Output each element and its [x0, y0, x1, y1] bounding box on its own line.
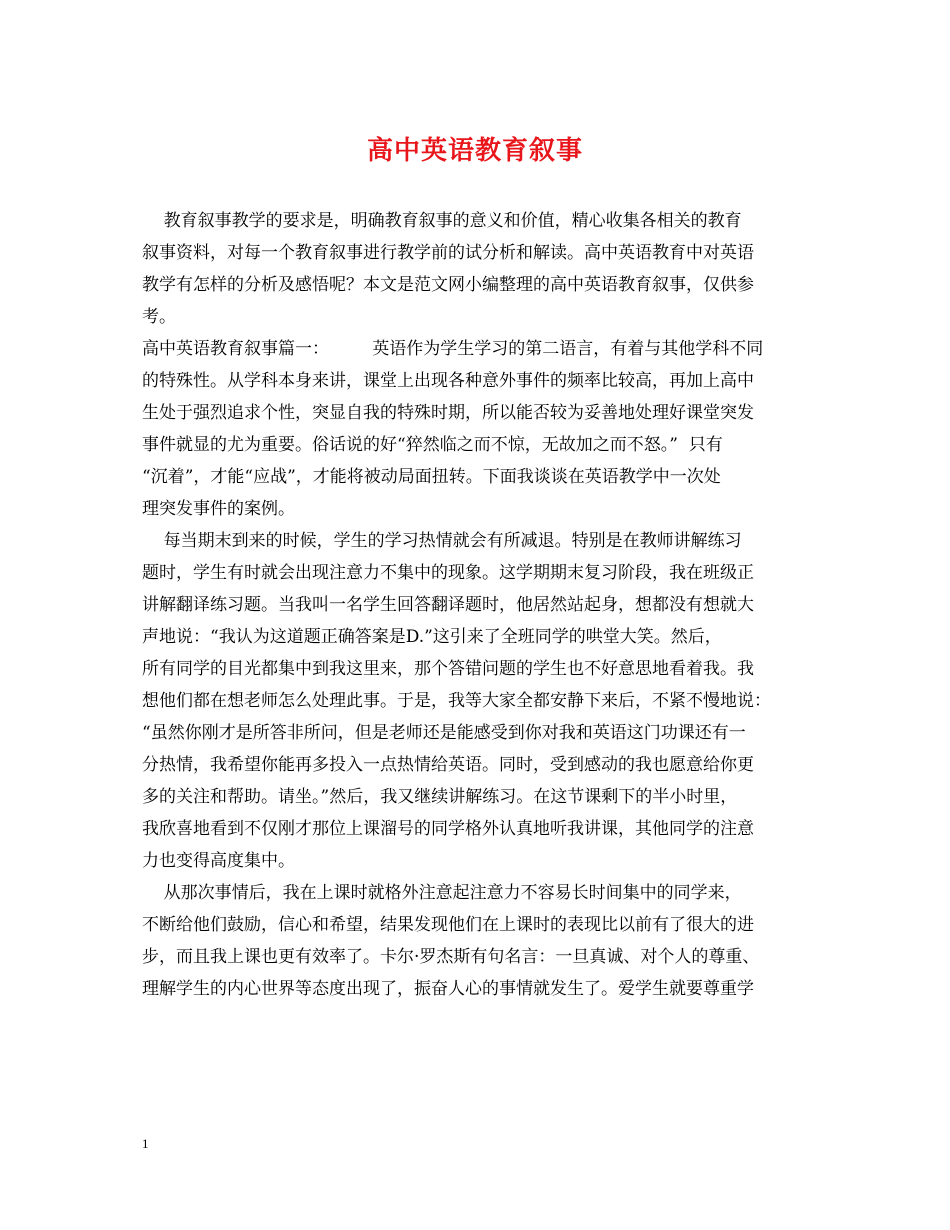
text-line: 所有同学的目光都集中到我这里来，那个答错问题的学生也不好意思地看着我。我 — [142, 659, 754, 679]
text-line: 题时，学生有时就会出现注意力不集中的现象。这学期期末复习阶段，我在班级正 — [142, 563, 754, 583]
text-line: 生处于强烈追求个性，突显自我的特殊时期，所以能否较为妥善地处理好课堂突发 — [142, 403, 754, 423]
text-line: 的特殊性。从学科本身来讲，课堂上出现各种意外事件的频率比较高，再加上高中 — [142, 371, 754, 391]
text-line: 步，而且我上课也更有效率了。卡尔·罗杰斯有句名言：一旦真诚、对个人的尊重、 — [142, 947, 760, 967]
text-line: 考。 — [142, 307, 176, 327]
text-line: 多的关注和帮助。请坐。”然后，我又继续讲解练习。在这节课剩下的半小时里， — [142, 787, 738, 807]
text-line: 理突发事件的案例。 — [142, 499, 295, 519]
text-line: “虽然你刚才是所答非所问，但是老师还是能感受到你对我和英语这门功课还有一 — [142, 723, 746, 743]
document-body — [142, 205, 820, 1005]
text-line: “沉着”，才能“应战”，才能将被动局面扭转。下面我谈谈在英语教学中一次处 — [142, 467, 721, 487]
text-line: 讲解翻译练习题。当我叫一名学生回答翻译题时，他居然站起身，想都没有想就大 — [142, 595, 754, 615]
text-line: 我欣喜地看到不仅刚才那位上课溜号的同学格外认真地听我讲课，其他同学的注意 — [142, 819, 754, 839]
text-line: 教学有怎样的分析及感悟呢？本文是范文网小编整理的高中英语教育叙事，仅供参 — [142, 275, 754, 295]
text-line: 从那次事情后，我在上课时就格外注意起注意力不容易长时间集中的同学来， — [142, 883, 742, 903]
text-line: 不断给他们鼓励，信心和希望，结果发现他们在上课时的表现比以前有了很大的进 — [142, 915, 754, 935]
document-title: 高中英语教育叙事 — [366, 136, 583, 166]
text-line: 每当期末到来的时候，学生的学习热情就会有所减退。特别是在教师讲解练习 — [142, 531, 742, 551]
text-line: 高中英语教育叙事篇一： 英语作为学生学习的第二语言，有着与其他学科不同 — [142, 339, 764, 359]
text-line: 分热情，我希望你能再多投入一点热情给英语。同时，受到感动的我也愿意给你更 — [142, 755, 754, 775]
page-number: 1 — [142, 1136, 149, 1151]
text-line: 教育叙事教学的要求是，明确教育叙事的意义和价值，精心收集各相关的教育 — [142, 211, 742, 231]
text-line: 力也变得高度集中。 — [142, 851, 295, 871]
text-line: 事件就显的尤为重要。俗话说的好“猝然临之而不惊，无故加之而不怒。” 只有 — [142, 435, 723, 455]
text-line: 想他们都在想老师怎么处理此事。于是，我等大家全都安静下来后，不紧不慢地说： — [142, 691, 771, 711]
text-line: 叙事资料，对每一个教育叙事进行教学前的试分析和解读。高中英语教育中对英语 — [142, 243, 754, 263]
text-line: 声地说：“我认为这道题正确答案是D.”这引来了全班同学的哄堂大笑。然后， — [142, 627, 722, 647]
text-line: 理解学生的内心世界等态度出现了，振奋人心的事情就发生了。爱学生就要尊重学 — [142, 979, 754, 999]
